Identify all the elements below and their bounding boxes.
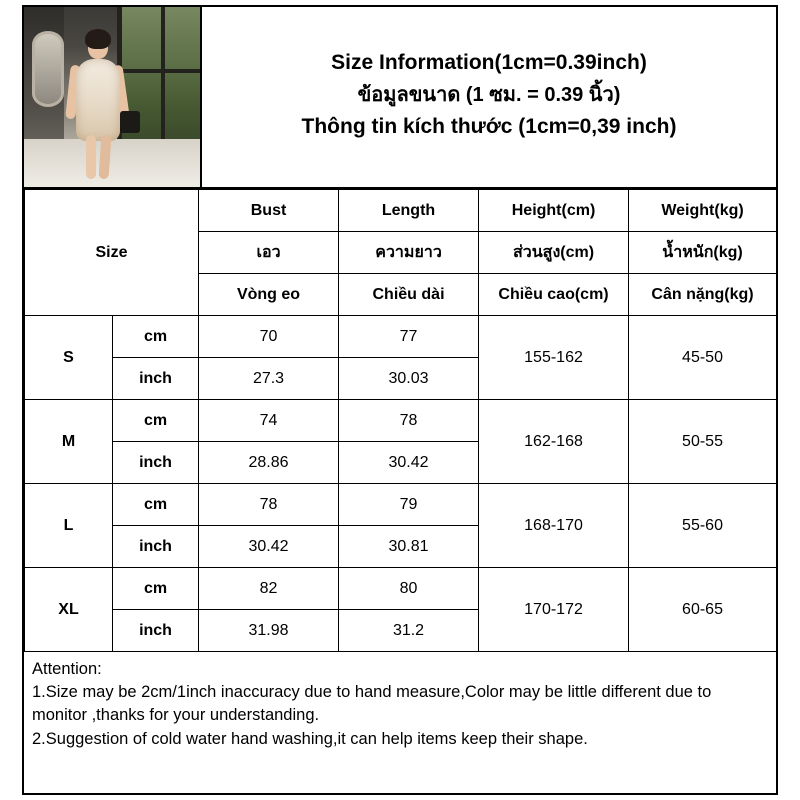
cell-weight: 55-60 <box>629 484 777 568</box>
title-block <box>202 7 776 187</box>
cell-weight: 45-50 <box>629 316 777 400</box>
cell-weight: 60-65 <box>629 568 777 652</box>
chart-header <box>24 7 776 189</box>
table-row <box>25 400 777 442</box>
product-photo <box>24 7 202 187</box>
cell-bust-inch: 28.86 <box>199 442 339 484</box>
photo-window-frame <box>161 7 165 159</box>
cell-weight: 50-55 <box>629 400 777 484</box>
cell-length-cm: 77 <box>339 316 479 358</box>
col-height-vi: Chiều cao(cm) <box>479 274 629 316</box>
cell-bust-inch: 27.3 <box>199 358 339 400</box>
cell-length-inch: 30.81 <box>339 526 479 568</box>
col-bust-en: Bust <box>199 190 339 232</box>
cell-bust-cm: 78 <box>199 484 339 526</box>
size-table <box>24 189 777 652</box>
model-leg-left <box>86 135 96 179</box>
attention-heading: Attention: <box>32 660 102 678</box>
title-line-en: Size Information(1cm=0.39inch) <box>331 51 647 74</box>
row-unit-inch: inch <box>113 442 199 484</box>
cell-bust-cm: 70 <box>199 316 339 358</box>
row-size-label: XL <box>25 568 113 652</box>
col-weight-en: Weight(kg) <box>629 190 777 232</box>
row-size-label: L <box>25 484 113 568</box>
cell-height: 170-172 <box>479 568 629 652</box>
col-length-vi: Chiều dài <box>339 274 479 316</box>
col-length-th: ความยาว <box>339 232 479 274</box>
model-hair <box>85 29 111 49</box>
cell-length-inch: 31.2 <box>339 610 479 652</box>
cell-bust-cm: 74 <box>199 400 339 442</box>
cell-length-inch: 30.42 <box>339 442 479 484</box>
row-size-label: S <box>25 316 113 400</box>
photo-floor <box>24 139 200 187</box>
cell-bust-inch: 31.98 <box>199 610 339 652</box>
row-unit-inch: inch <box>113 358 199 400</box>
cell-height: 155-162 <box>479 316 629 400</box>
row-unit-cm: cm <box>113 568 199 610</box>
cell-height: 168-170 <box>479 484 629 568</box>
cell-bust-inch: 30.42 <box>199 526 339 568</box>
table-row <box>25 484 777 526</box>
cell-height: 162-168 <box>479 400 629 484</box>
row-size-label: M <box>25 400 113 484</box>
cell-bust-cm: 82 <box>199 568 339 610</box>
col-weight-th: น้ำหนัก(kg) <box>629 232 777 274</box>
row-unit-inch: inch <box>113 526 199 568</box>
title-line-vi: Thông tin kích thước (1cm=0,39 inch) <box>301 115 677 138</box>
size-header-cell: Size <box>25 190 199 316</box>
table-header-row-en <box>25 190 777 232</box>
attention-block <box>24 652 776 757</box>
attention-line-1: 1.Size may be 2cm/1inch inaccuracy due to hand measure,Color may be little different due to monitor ,thanks for your understanding. <box>32 683 712 724</box>
model-handbag <box>120 111 140 133</box>
cell-length-cm: 80 <box>339 568 479 610</box>
col-weight-vi: Cân nặng(kg) <box>629 274 777 316</box>
model-dress <box>76 59 120 141</box>
col-bust-th: เอว <box>199 232 339 274</box>
table-row <box>25 316 777 358</box>
col-height-en: Height(cm) <box>479 190 629 232</box>
row-unit-cm: cm <box>113 400 199 442</box>
table-row <box>25 568 777 610</box>
row-unit-inch: inch <box>113 610 199 652</box>
cell-length-cm: 78 <box>339 400 479 442</box>
cell-length-inch: 30.03 <box>339 358 479 400</box>
size-chart-sheet <box>22 5 778 795</box>
col-height-th: ส่วนสูง(cm) <box>479 232 629 274</box>
cell-length-cm: 79 <box>339 484 479 526</box>
photo-mirror <box>32 31 64 107</box>
row-unit-cm: cm <box>113 316 199 358</box>
col-length-en: Length <box>339 190 479 232</box>
row-unit-cm: cm <box>113 484 199 526</box>
photo-window-frame <box>120 69 202 73</box>
title-line-th: ข้อมูลขนาด (1 ซม. = 0.39 นิ้ว) <box>357 84 621 106</box>
attention-line-2: 2.Suggestion of cold water hand washing,it can help items keep their shape. <box>32 730 588 748</box>
col-bust-vi: Vòng eo <box>199 274 339 316</box>
